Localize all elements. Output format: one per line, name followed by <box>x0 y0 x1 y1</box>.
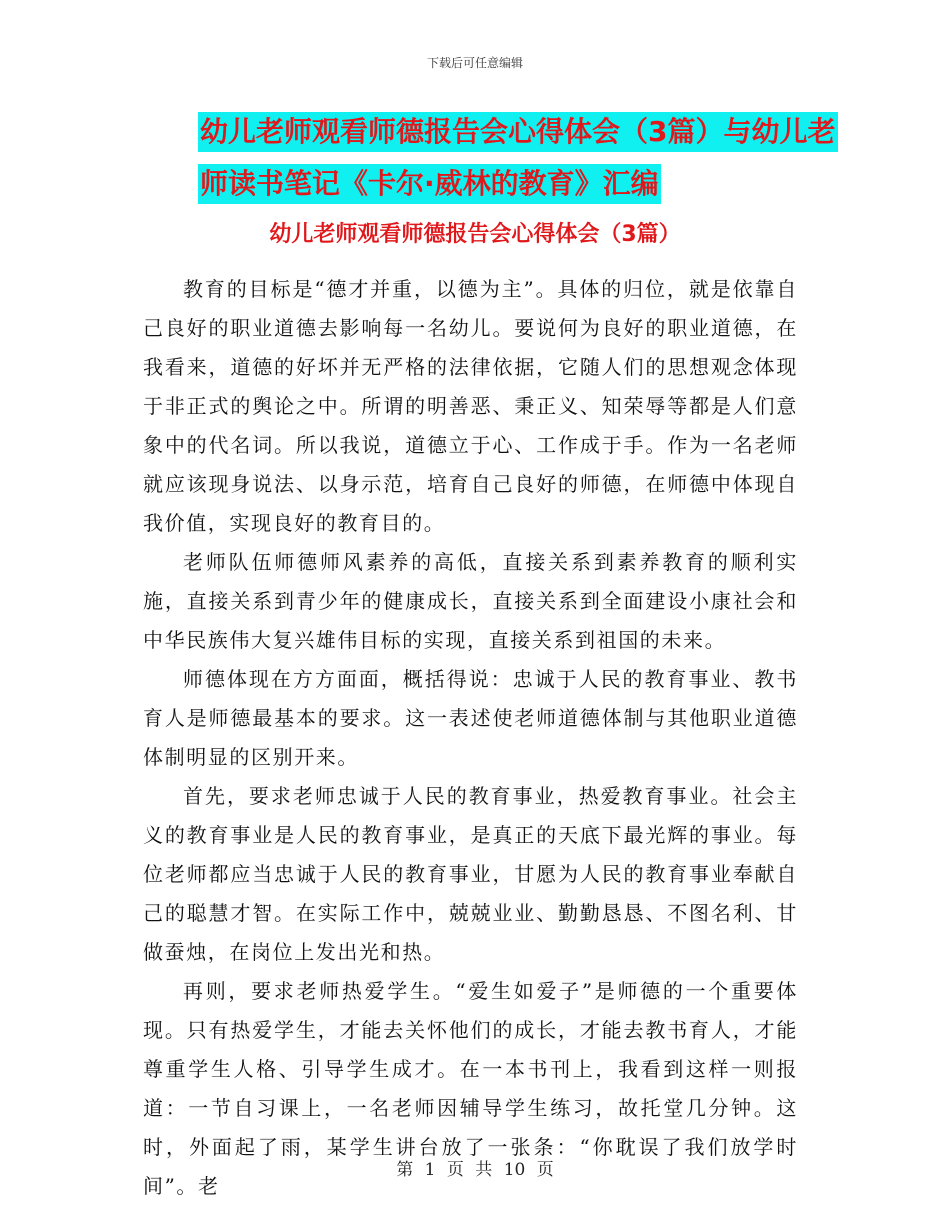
body-text <box>143 270 798 1206</box>
page-number-footer: 第 1 页 共 10 页 <box>396 1160 554 1180</box>
paragraph: 教育的目标是“德才并重，以德为主”。具体的归位，就是依靠自己良好的职业道德去影响每一名幼儿。要说何为良好的职业道德，在我看来，道德的好坏并无严格的法律依据，它随人们的思想观念体现于非正式的舆论之中。所谓的明善恶、秉正义、知荣辱等都是人们意象中的代名词。所以我说，道德立于心、工作成于手。作为一名老师就应该现身说法、以身示范，培育自己良好的师德，在师德中体现自我价值，实现良好的教育目的。 <box>143 277 798 535</box>
document-title-line-1: 幼儿老师观看师德报告会心得体会（3篇）与幼儿老 <box>198 112 838 152</box>
paragraph: 再则，要求老师热爱学生。“爱生如爱子”是师德的一个重要体现。只有热爱学生，才能去关怀他们的成长，才能去教书育人，才能尊重学生人格、引导学生成才。在一本书刊上，我看到这样一则报道：一节自习课上，一名老师因辅导学生练习，故托堂几分钟。这时，外面起了雨，某学生讲台放了一张条：“你耽误了我们放学时间”。老 <box>143 979 798 1198</box>
document-title-line-2: 师读书笔记《卡尔·威林的教育》汇编 <box>198 164 661 204</box>
paragraph: 师德体现在方方面面，概括得说：忠诚于人民的教育事业、教书育人是师德最基本的要求。这一表述使老师道德体制与其他职业道德体制明显的区别开来。 <box>143 667 798 769</box>
header-note: 下载后可任意编辑 <box>426 56 523 70</box>
paragraph: 首先，要求老师忠诚于人民的教育事业，热爱教育事业。社会主义的教育事业是人民的教育事业，是真正的天底下最光辉的事业。每位老师都应当忠诚于人民的教育事业，甘愿为人民的教育事业奉献自己的聪慧才智。在实际工作中，兢兢业业、勤勤恳恳、不图名利、甘做蚕烛，在岗位上发出光和热。 <box>143 784 798 964</box>
section-heading: 幼儿老师观看师德报告会心得体会（3篇） <box>269 222 681 247</box>
paragraph: 老师队伍师德师风素养的高低，直接关系到素养教育的顺利实施，直接关系到青少年的健康成长，直接关系到全面建设小康社会和中华民族伟大复兴雄伟目标的实现，直接关系到祖国的未来。 <box>143 550 798 652</box>
document-title <box>198 106 836 210</box>
